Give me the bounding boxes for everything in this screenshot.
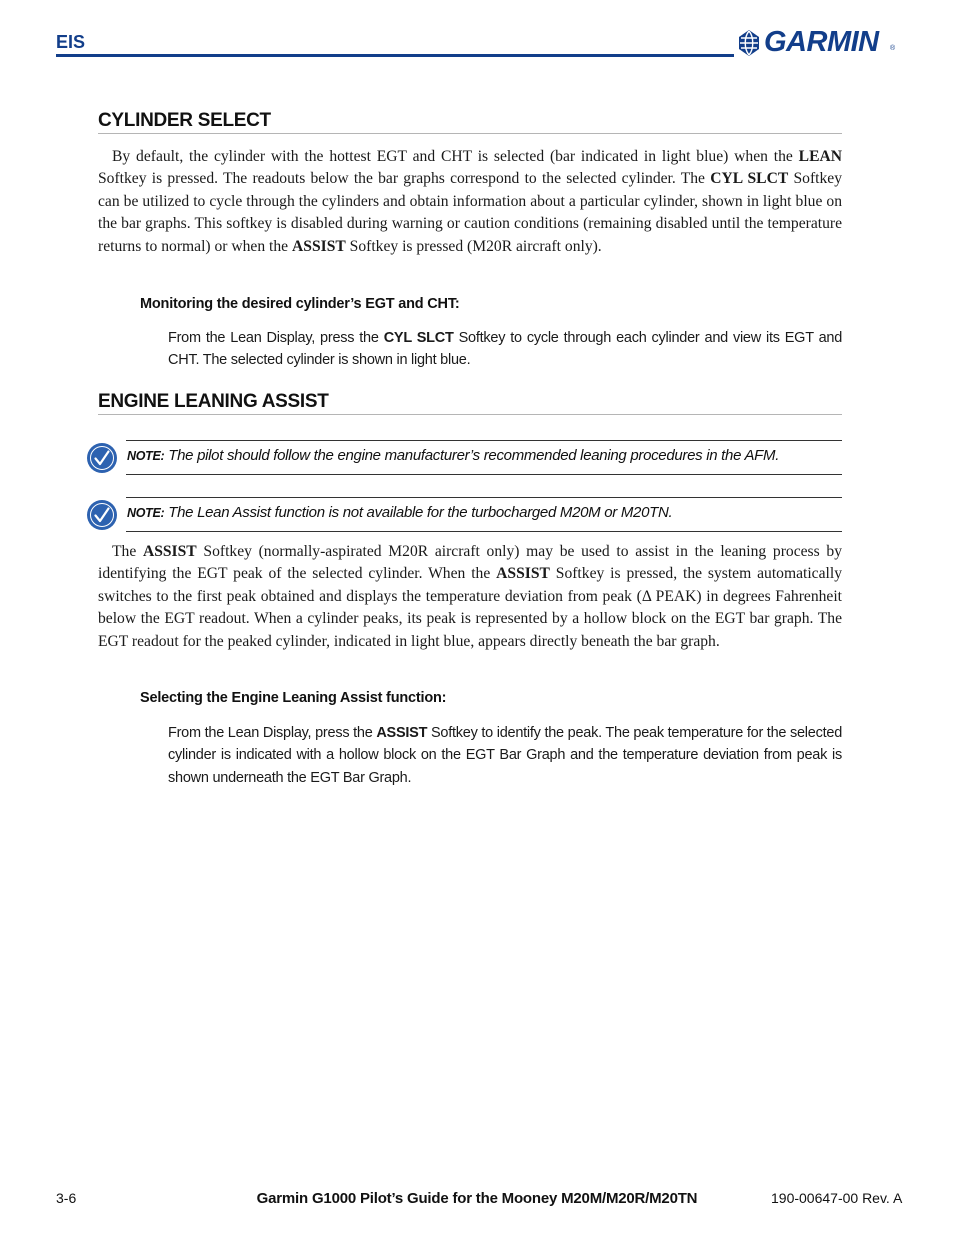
text-run: Softkey is pressed (M20R aircraft only). [345,237,602,255]
garmin-logo [734,26,900,58]
text-run: Softkey to cycle through each cylinder and view its EGT and CHT. The selected cylinder is shown in light blue. [168,330,843,369]
softkey-assist: ASSIST [142,543,197,560]
cylinder-select-paragraph [98,146,842,258]
header-rule [56,54,734,57]
text-run: By default, the cylinder with the hottest EGT and CHT is selected (bar indicated in light blue) when the [112,148,799,165]
document-number: 190-00647-00 Rev. A [771,1190,903,1206]
text-run: Softkey can be utilized to cycle through the cylinders and obtain information about a particular cylinder, shown in light blue on the bar graphs. This softkey is disabled during warning or caution conditions (remaining disabled until the temperature returns to normal) or when the [98,170,842,255]
note-label: NOTE: [127,506,165,520]
softkey-assist: ASSIST [376,725,428,741]
note-lean-assist-availability [127,504,842,521]
note-body: The Lean Assist function is not available for the turbocharged M20M or M20TN. [164,504,673,521]
text-run: The [112,543,143,560]
softkey-cyl-slct: CYL SLCT [383,330,454,346]
logo-wordmark: GARMIN [764,26,879,58]
text-run: Softkey to identify the peak. The peak temperature for the selected cylinder is indicated with a hollow block on the EGT Bar Graph and the temperature deviation from peak is shown underneath the EGT Bar Graph. [168,725,843,786]
note-rule-top [126,440,842,441]
section-label: EIS [56,32,86,52]
note-leaning-procedures [127,447,842,464]
footer-title: Garmin G1000 Pilot’s Guide for the Mooney M20M/M20R/M20TN [256,1190,698,1207]
page-number: 3-6 [56,1190,77,1206]
note-rule-top [126,497,842,498]
text-run: From the Lean Display, press the [168,330,384,346]
text-run: Softkey is pressed. The readouts below the bar graphs correspond to the selected cylinder. The [98,170,711,188]
procedure-leaning-assist [168,722,842,789]
garmin-globe-icon [736,28,762,58]
note-rule-bottom [126,474,842,475]
softkey-assist: ASSIST [292,237,346,255]
engine-leaning-paragraph [98,541,842,653]
note-check-icon [86,442,118,474]
text-run: Softkey (normally-aspirated M20R aircraft only) may be used to assist in the leaning process by identifying the EGT peak of the selected cylinder. When the [98,543,842,583]
note-rule-bottom [126,531,842,532]
procedure-title-monitoring: Monitoring the desired cylinder’s EGT and CHT: [140,296,460,312]
heading-engine-leaning-assist: ENGINE LEANING ASSIST [98,391,842,415]
registered-mark: ® [890,45,896,52]
softkey-assist: ASSIST [496,565,550,583]
softkey-cyl-slct: CYL SLCT [710,170,789,188]
procedure-monitoring [168,327,842,372]
note-label: NOTE: [127,449,165,463]
softkey-lean: LEAN [798,148,842,165]
procedure-title-leaning-assist: Selecting the Engine Leaning Assist function: [140,690,447,706]
text-run: From the Lean Display, press the [168,725,377,741]
heading-cylinder-select: CYLINDER SELECT [98,110,842,134]
note-check-icon [86,499,118,531]
text-run: Softkey is pressed, the system automatically switches to the first peak obtained and displays the temperature deviation from peak (Δ PEAK) in degrees Fahrenheit below the EGT readout. When a cylinder peaks, its peak is represented by a hollow block on the EGT bar graph. The EGT readout for the peaked cylinder, indicated in light blue, appears directly beneath the bar graph. [98,565,842,650]
note-body: The pilot should follow the engine manufacturer’s recommended leaning procedures in the AFM. [164,447,780,464]
